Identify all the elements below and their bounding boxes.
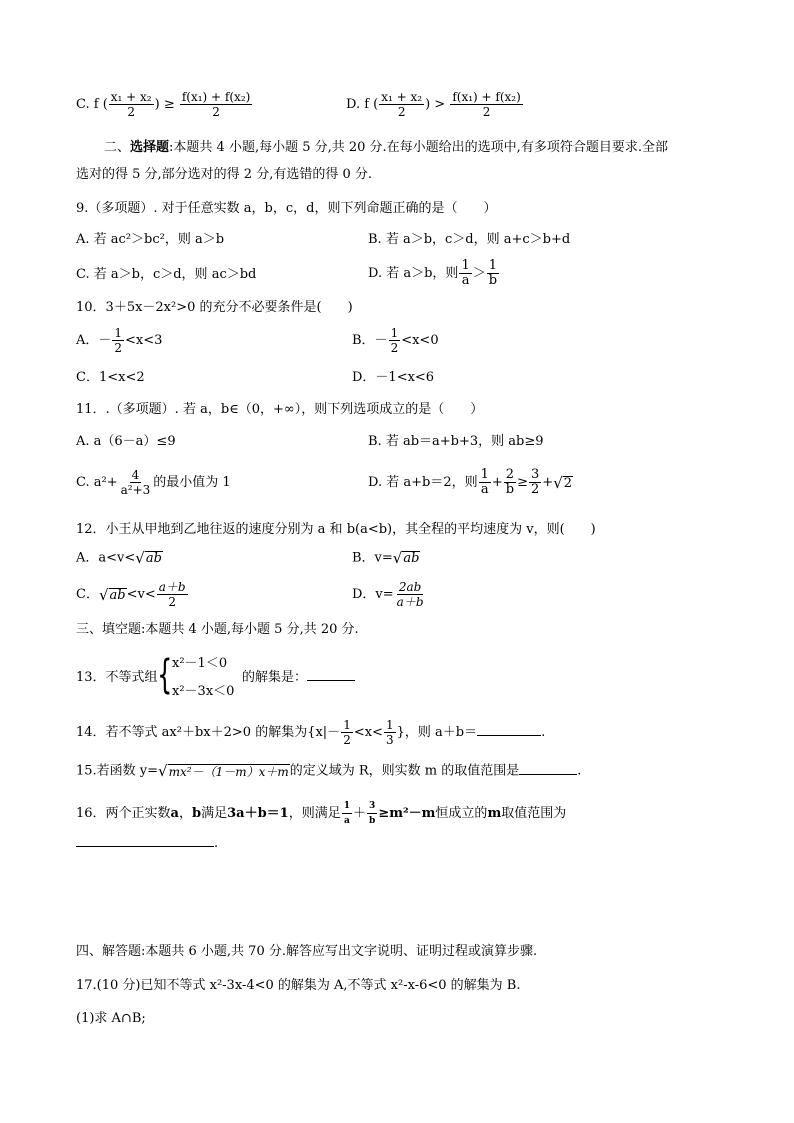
q9-option-b: B. 若 a＞b，c＞d，则 a+c＞b+d <box>368 232 571 247</box>
q13-brace: { <box>157 652 173 698</box>
q8-d-label: D. f ( <box>346 97 379 112</box>
q14-set-open: {x|－ <box>307 725 341 740</box>
q17-part1: (1)求 A∩B; <box>76 1011 146 1026</box>
q13-stem: 13．不等式组 <box>76 670 158 685</box>
q9-option-d: D. 若 a＞b，则 $\frac{1}{a}$ ＞ $\frac{1}{b}$ <box>368 258 498 288</box>
q16-answer-blank[interactable] <box>76 846 214 847</box>
q8-d-frac-arg: $\frac{\text{x₁ + x₂}}{2}$ <box>381 90 423 119</box>
q15-answer-blank[interactable] <box>519 774 577 775</box>
section-2-heading <box>104 140 668 156</box>
section-3-heading: 三、填空题:本题共 4 小题,每小题 5 分,共 20 分. <box>76 622 359 637</box>
q17-stem: 17.(10 分)已知不等式 x²-3x-4<0 的解集为 A,不等式 x²-x-6<0 的解集为 B. <box>76 978 521 993</box>
q10-option-d: D．－1<x<6 <box>352 370 435 385</box>
q12-option-b: B．v= √ ab <box>352 549 420 567</box>
q13-row2: x²－3x＜0 <box>172 684 235 699</box>
q8-c-frac-fsum: $\frac{\text{f(x₁) + f(x₂)}}{2}$ <box>181 90 251 119</box>
q11-option-a: A. a（6－a）≤9 <box>76 434 176 449</box>
q16-answer-line: . <box>76 836 218 852</box>
q12-option-a: A．a<v< √ ab <box>76 549 162 567</box>
q13-answer-blank[interactable] <box>307 680 355 681</box>
q11-option-c: C. a²+ $\frac{4}{\text{a²+3}}$ 的最小值为 1 <box>76 468 231 497</box>
sec2-prefix: 二、 <box>104 140 131 155</box>
q8-c-ge: ) ≥ <box>154 97 175 112</box>
q14-line: 14．若不等式 ax²＋bx＋2>0 的解集为{x|－ $\frac{1}{2}$ <x< $\frac{1}{3}$ }，则 a＋b＝ . <box>76 718 546 747</box>
q8-c-label: C. f ( <box>76 97 108 112</box>
q9-option-a: A. 若 ac²＞bc²，则 a＞b <box>76 232 225 247</box>
q13-row1: x²－1＜0 <box>172 656 228 671</box>
q12-stem: 12．小王从甲地到乙地往返的速度分别为 a 和 b(a<b)，其全程的平均速度为 v，则( ) <box>76 522 596 537</box>
q12-option-c: C． √ ab <v< $\frac{a+b}{2}$ <box>76 580 186 609</box>
q13-post: 的解集是： <box>242 670 355 686</box>
q10-option-b: B．－ $\frac{1}{2}$ <x<0 <box>352 326 439 355</box>
q10-option-c: C．1<x<2 <box>76 370 145 385</box>
q8-d-frac-fsum: $\frac{\text{f(x₁) + f(x₂)}}{2}$ <box>452 90 521 119</box>
q11-option-d: D. 若 a+b＝2，则 $\frac{1}{a}$ + $\frac{2}{b}$ ≥ $\frac{3}{2}$ + √ 2 <box>368 467 573 497</box>
sec2-bold: 选择题 <box>130 140 170 155</box>
q16-line: 16．两个正实数a，b满足3a＋b＝1，则满足 $\frac{1}{a}$ ＋ $\frac{3}{b}$ ≥m²－m恒成立的m取值范围为 <box>76 801 567 826</box>
q15-line: 15.若函数 y= √ mx²－（1－m）x＋m 的定义域为 R，则实数 m 的取值范围是 . <box>76 762 582 780</box>
q9-d-pre: D. 若 a＞b，则 <box>368 266 459 281</box>
sec2-rest: :本题共 4 小题,每小题 5 分,共 20 分.在每小题给出的选项中,有多项符合题目要求.全部 <box>169 140 668 155</box>
q8-option-d <box>346 90 524 119</box>
q9-option-c: C. 若 a＞b，c＞d，则 ac＞bd <box>76 267 257 282</box>
q12-option-d: D．v= $\frac{2ab}{a+b}$ <box>352 580 424 609</box>
q8-option-c <box>76 90 253 119</box>
q14-answer-blank[interactable] <box>477 735 541 736</box>
q8-d-gt: ) > <box>425 97 446 112</box>
q8-c-frac-arg: $\frac{\text{x₁ + x₂}}{2}$ <box>110 90 152 119</box>
q11-option-b: B. 若 ab＝a+b+3，则 ab≥9 <box>368 434 544 449</box>
q10-option-a: A．－ $\frac{1}{2}$ <x<3 <box>76 326 163 355</box>
q10-stem: 10．3＋5x－2x²>0 的充分不必要条件是( ) <box>76 300 353 315</box>
section-2-line2: 选对的得 5 分,部分选对的得 2 分,有选错的得 0 分. <box>76 167 373 182</box>
q11-stem: 11．.（多项题）. 若 a，b∈（0，+∞），则下列选项成立的是（ ） <box>76 402 484 417</box>
section-4-heading: 四、解答题:本题共 6 小题,共 70 分.解答应写出文字说明、证明过程或演算步骤. <box>76 944 538 959</box>
q9-stem: 9.（多项题）. 对于任意实数 a，b，c，d，则下列命题正确的是（ ） <box>76 201 497 216</box>
